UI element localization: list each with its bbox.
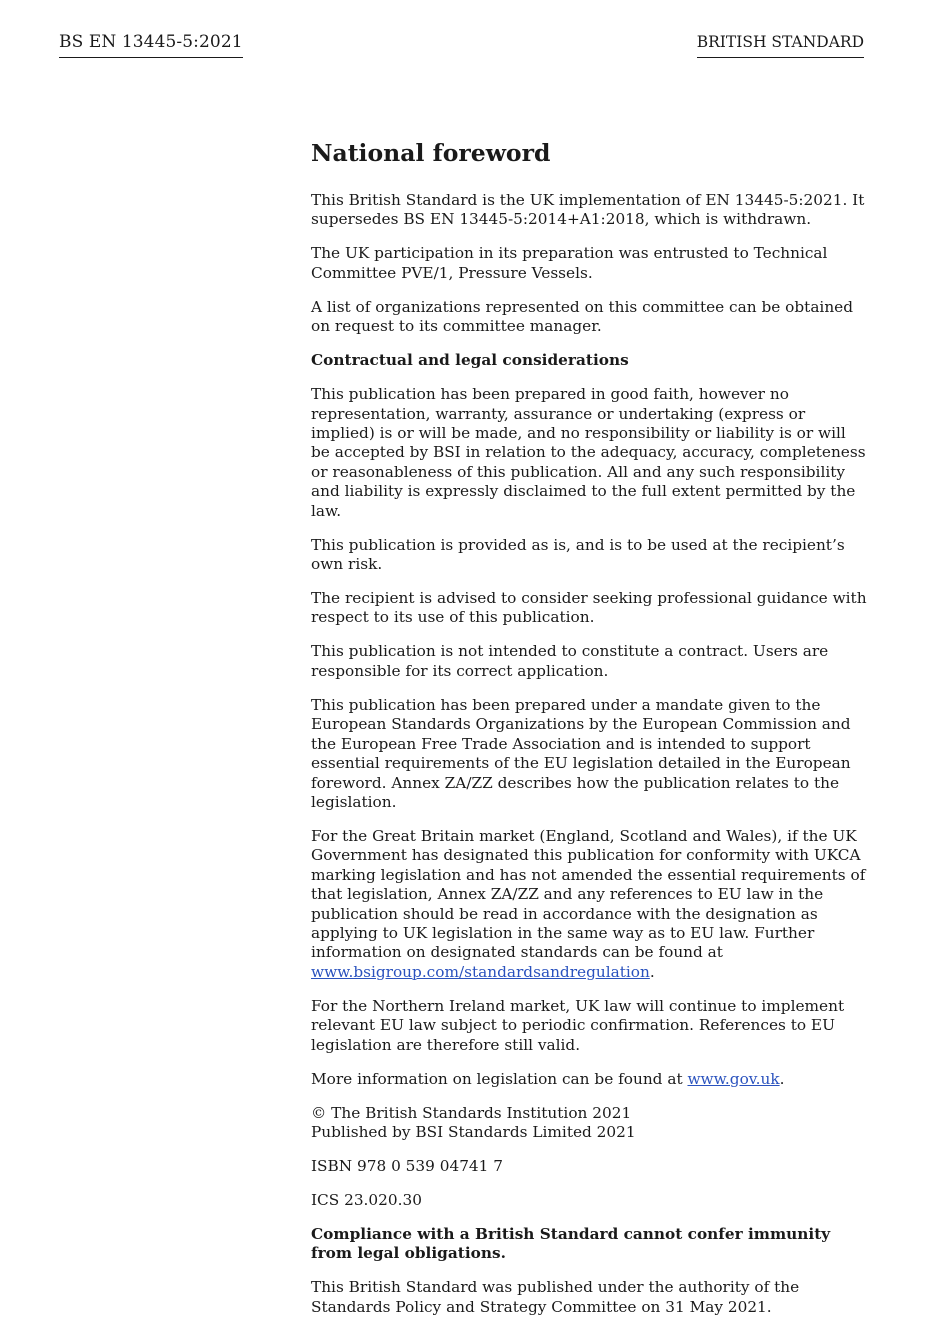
copyright-block	[311, 1104, 867, 1143]
paragraph-professional-guidance: The recipient is advised to consider seeking professional guidance with respect to its use of this publication.	[311, 589, 867, 627]
more-info-text: More information on legislation can be found at	[311, 1069, 688, 1088]
ics: ICS 23.020.30	[311, 1190, 422, 1209]
paragraph-implementation: This British Standard is the UK implementation of EN 13445-5:2021. It supersedes BS EN 13445-5:2014+A1:2018, which is withdrawn.	[311, 191, 865, 229]
paragraph-committee: The UK participation in its preparation was entrusted to Technical Committee PVE/1, Pressure Vessels.	[311, 244, 828, 282]
header-doc-number: BS EN 13445-5:2021	[59, 31, 243, 58]
paragraph-not-contract: This publication is not intended to constitute a contract. Users are responsible for its correct application.	[311, 642, 829, 680]
more-info-end: .	[779, 1069, 785, 1088]
header-doc-type: BRITISH STANDARD	[697, 31, 864, 58]
paragraph-northern-ireland: For the Northern Ireland market, UK law will continue to implement relevant EU law subject to periodic confirmation. References to EU legislation are therefore still valid.	[311, 996, 845, 1054]
paragraph-good-faith: This publication has been prepared in good faith, however no representation, warranty, assurance or undertaking (express or implied) is or will be made, and no responsibility or liability is or will be accepted by BSI in relation to the adequacy, accuracy, completeness or reasonableness of this publication. All and any such responsibility and liability is expressly disclaimed to the full extent permitted by the law.	[311, 385, 866, 520]
copyright-line: © The British Standards Institution 2021	[311, 1103, 632, 1122]
compliance-notice: Compliance with a British Standard cannot confer immunity from legal obligations.	[311, 1224, 831, 1263]
paragraph-mandate: This publication has been prepared under a mandate given to the European Standards Organizations by the European Commission and the European Free Trade Association and is intended to support essential requirements of the EU legislation detailed in the European foreword. Annex ZA/ZZ describes how the publication relates to the legislation.	[311, 695, 851, 811]
heading-contractual-legal: Contractual and legal considerations	[311, 351, 629, 370]
foreword-content	[311, 138, 867, 1332]
bsigroup-link[interactable]: www.bsigroup.com/standardsandregulation	[311, 962, 650, 981]
paragraph-more-info	[311, 1070, 867, 1089]
gb-end: .	[649, 962, 655, 981]
publisher-line: Published by BSI Standards Limited 2021	[311, 1122, 636, 1141]
paragraph-own-risk: This publication is provided as is, and is to be used at the recipient’s own risk.	[311, 535, 845, 574]
page-title: National foreword	[311, 139, 551, 167]
gov-uk-link[interactable]: www.gov.uk	[687, 1069, 780, 1088]
isbn: ISBN 978 0 539 04741 7	[311, 1156, 503, 1175]
gb-text: For the Great Britain market (England, Scotland and Wales), if the UK Government has designated this publication for conformity with UKCA marking legislation and has not amended the essential requirements of that legislation, Annex ZA/ZZ and any references to EU law in the publication should be read in accordance with the designation as applying to UK legislation in the same way as to EU law. Further information on designated standards can be found at	[311, 826, 866, 962]
paragraph-organizations: A list of organizations represented on this committee can be obtained on request to its committee manager.	[311, 297, 854, 336]
paragraph-published-authority: This British Standard was published under the authority of the Standards Policy and Strategy Committee on 31 May 2021.	[311, 1278, 800, 1316]
paragraph-great-britain	[311, 827, 867, 982]
